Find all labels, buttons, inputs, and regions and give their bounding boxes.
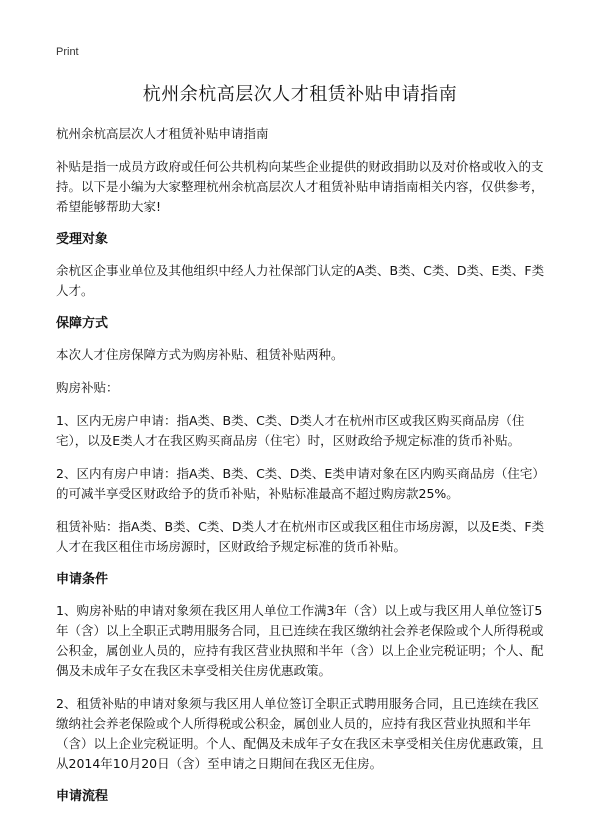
document-body	[56, 124, 546, 818]
section-heading-application-process: 申请流程	[56, 789, 109, 804]
paragraph: 1、区内无房户申请：指A类、B类、C类、D类人才在杭州市区或我区购买商品房（住宅），以及E类人才在我区购买商品房（住宅）时，区财政给予规定标准的货币补贴。	[56, 413, 525, 448]
paragraph: 2、租赁补贴的申请对象须与我区用人单位签订全职正式聘用服务合同，且已连续在我区缴纳社会养老保险或个人所得税或公积金，属创业人员的，应持有我区营业执照和半年（含）以上企业完税证明。个人、配偶及未成年子女在我区未享受相关住房优惠政策，且从2014年10月20日（含）至申请之日期间在我区无住房。	[56, 696, 544, 771]
page-title: 杭州余杭高层次人才租赁补贴申请指南	[142, 84, 458, 105]
paragraph: 租赁补贴：指A类、B类、C类、D类人才在杭州市区或我区租住市场房源，以及E类、F类人才在我区租住市场房源时，区财政给予规定标准的货币补贴。	[56, 519, 545, 554]
intro-paragraph: 补贴是指一成员方政府或任何公共机构向某些企业提供的财政捐助以及对价格或收入的支持。以下是小编为大家整理杭州余杭高层次人才租赁补贴申请指南相关内容，仅供参考，希望能够帮助大家!	[56, 159, 544, 214]
document-subtitle: 杭州余杭高层次人才租赁补贴申请指南	[56, 126, 269, 141]
paragraph: 1、购房补贴的申请对象须在我区用人单位工作满3年（含）以上或与我区用人单位签订5年（含）以上全职正式聘用服务合同，且已连续在我区缴纳社会养老保险或个人所得税或公积金，属创业人员的，应持有我区营业执照和半年（含）以上企业完税证明；个人、配偶及未成年子女在我区未享受相关住房优惠政策。	[56, 603, 544, 678]
section-heading-eligible-applicants: 受理对象	[56, 232, 109, 247]
section-heading-support-methods: 保障方式	[56, 316, 109, 331]
section-heading-application-conditions: 申请条件	[56, 572, 109, 587]
paragraph: 余杭区企事业单位及其他组织中经人力社保部门认定的A类、B类、C类、D类、E类、F类人才。	[56, 263, 545, 298]
paragraph: 购房补贴：	[56, 380, 119, 395]
print-link[interactable]: Print	[56, 46, 79, 58]
paragraph: 2、区内有房户申请：指A类、B类、C类、D类、E类申请对象在区内购买商品房（住宅）的可减半享受区财政给予的货币补贴，补贴标准最高不超过购房款25%。	[56, 466, 545, 501]
paragraph: 本次人才住房保障方式为购房补贴、租赁补贴两种。	[56, 347, 344, 362]
